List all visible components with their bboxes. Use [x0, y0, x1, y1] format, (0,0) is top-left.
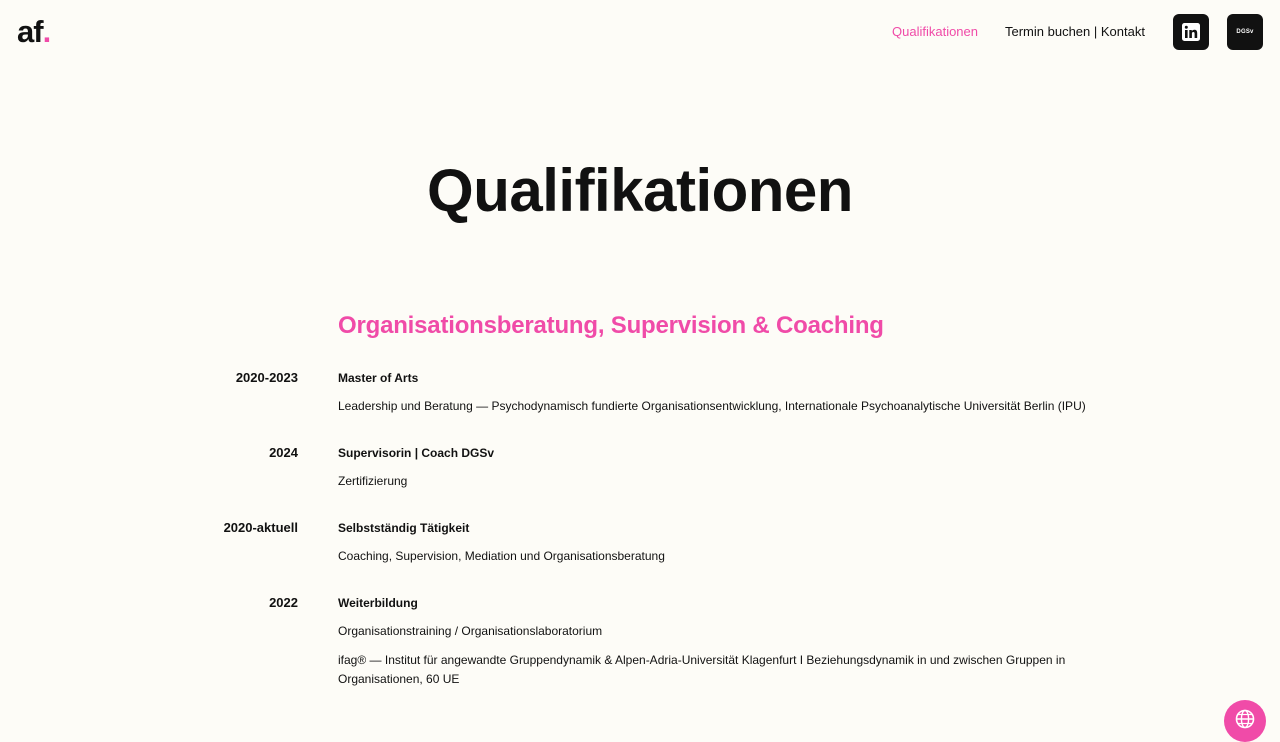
- linkedin-icon: [1182, 23, 1200, 41]
- site-header: [0, 0, 1280, 64]
- entry-title: Weiterbildung: [338, 596, 418, 610]
- language-button[interactable]: [1224, 700, 1266, 742]
- entry-description: Zertifizierung: [338, 474, 408, 488]
- entry-title: Master of Arts: [338, 371, 419, 385]
- entry-year: 2024: [269, 445, 298, 460]
- entry-title: Supervisorin | Coach DGSv: [338, 446, 495, 460]
- section-heading: Organisationsberatung, Supervision & Coaching: [338, 312, 884, 339]
- entry-description: Organisationstraining / Organisationslaboratorium: [338, 624, 603, 638]
- logo-text: af: [17, 14, 43, 49]
- entry-description: Leadership und Beratung — Psychodynamisch fundierte Organisationsentwicklung, Internationale Psychoanalytische Universität Berlin (IPU): [338, 399, 1086, 413]
- page-title: Qualifikationen: [427, 157, 853, 224]
- logo-dot: .: [42, 14, 51, 49]
- nav-qualifikationen[interactable]: Qualifikationen: [892, 24, 978, 39]
- entry-title: Selbstständig Tätigkeit: [338, 521, 470, 535]
- entry-year: 2020-aktuell: [223, 520, 298, 535]
- entry-description: ifag® — Institut für angewandte Gruppendynamik & Alpen-Adria-Universität Klagenfurt I Beziehungsdynamik in und zwischen Gruppen in Organisationen, 60 UE: [338, 653, 1066, 686]
- dgsv-button[interactable]: [1227, 14, 1263, 50]
- dgsv-logo-text: DGSv: [1236, 29, 1254, 35]
- entry-description: Coaching, Supervision, Mediation und Organisationsberatung: [338, 549, 665, 563]
- globe-icon: [1235, 709, 1255, 729]
- nav-termin-kontakt[interactable]: Termin buchen | Kontakt: [1005, 24, 1145, 39]
- entry-year: 2022: [269, 595, 298, 610]
- logo[interactable]: [17, 12, 50, 52]
- linkedin-button[interactable]: [1173, 14, 1209, 50]
- entry-year: 2020-2023: [235, 370, 298, 385]
